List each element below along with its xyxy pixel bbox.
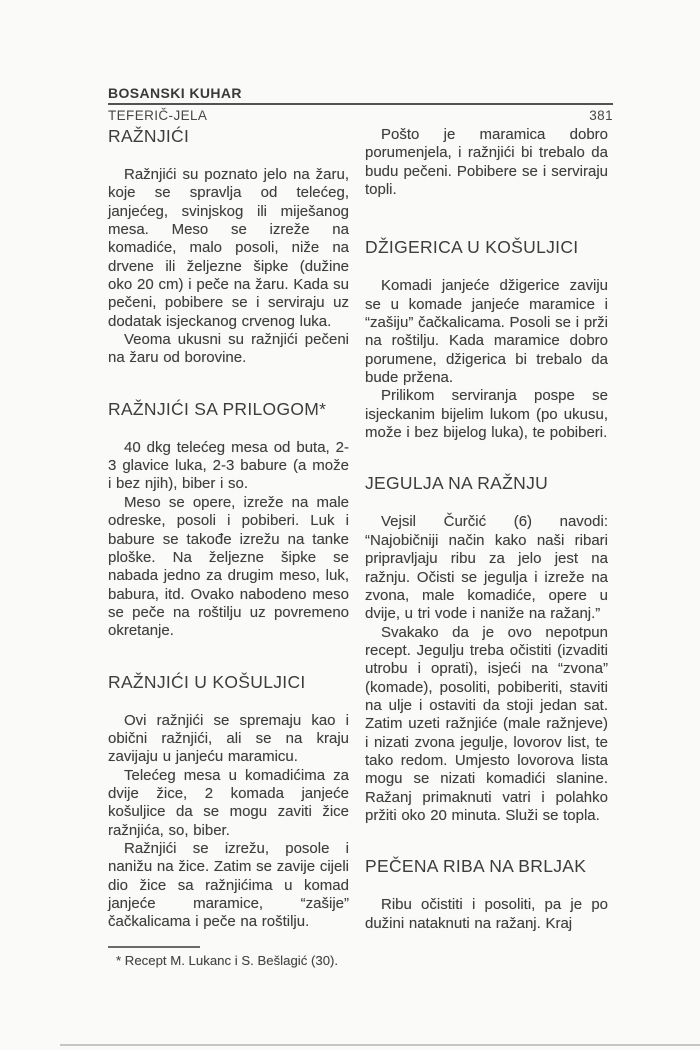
paragraph: Ražnjići se izrežu, posole i nanižu na žice. Zatim se zavije cijeli dio žice sa ražnjićima u komad janjeće maramice, “zašije” čačkalicama i peče na roštilju. (108, 839, 349, 931)
paragraph: Ražnjići su poznato jelo na žaru, koje se spravlja od telećeg, janjećeg, svinjskog ili miješanog mesa. Meso se izreže na komadiće, malo posoli, niže na drvene ili željezne šipke (dužine oko 20 cm) i peče na žaru. Kada su pečeni, pobibere se i serviraju uz dodatak isjeckanog crvenog luka. (108, 166, 349, 330)
paragraph: Telećeg mesa u komadićima za dvije žice, 2 komada janjeće košuljice da se mogu zaviti žice ražnjića, so, biber. (108, 766, 349, 839)
chapter-title: TEFERIČ-JELA (108, 108, 208, 123)
section-heading: RAŽNJIĆI (108, 126, 190, 146)
paragraph: Ovi ražnjići se spremaju kao i obični ražnjići, ali se na kraju zavijaju u janjeću maramicu. (108, 711, 349, 766)
paragraph: 40 dkg telećeg mesa od buta, 2-3 glavice luka, 2-3 babure (a može i bez njih), biber i so. (108, 438, 349, 493)
section-heading: PEČENA RIBA NA BRLJAK (365, 856, 587, 877)
book-title: BOSANSKI KUHAR (108, 85, 242, 101)
section-dzigerica-u-kosuljici (365, 237, 608, 442)
left-column (108, 126, 349, 968)
section-heading: RAŽNJIĆI SA PRILOGOM* (108, 398, 327, 419)
paragraph: Vejsil Čurčić (6) navodi: “Najobičniji način kako naši ribari pripravljaju ribu za jelo jest na ražnju. Očisti se jegulja i izreže na zvona, male komadiće, opere u dvije, u tri vode i naniže na ražanj.” (365, 513, 608, 623)
section-heading: RAŽNJIĆI U KOŠULJICI (108, 671, 306, 692)
section-jegulja-na-raznju (365, 473, 608, 825)
section-pecena-riba-na-brljak (365, 856, 608, 933)
right-column (365, 126, 608, 933)
page-number: 381 (589, 108, 613, 123)
header-rule (108, 103, 613, 105)
section-raznjici (108, 126, 349, 368)
footnote: * Recept M. Lukanc i S. Bešlagić (30). (116, 952, 339, 968)
paragraph: Prilikom serviranja pospe se isjeckanim bijelim lukom (po ukusu, može i bez bijelog luka), te pobiberi. (365, 387, 608, 442)
page-header (108, 85, 613, 123)
section-heading: JEGULJA NA RAŽNJU (365, 473, 549, 494)
continuation-paragraph: Pošto je maramica dobro porumenjela, i ražnjići bi trebalo da budu pečeni. Pobibere se i serviraju topli. (365, 126, 608, 199)
scan-edge-artifact (60, 1044, 700, 1046)
header-row (108, 108, 613, 123)
section-raznjici-sa-prilogom (108, 399, 349, 641)
section-raznjici-u-kosuljici (108, 672, 349, 932)
paragraph: Komadi janjeće džigerice zaviju se u komade janjeće maramice i “zašiju” čačkalicama. Posoli se i prži na roštilju. Kada maramice dobro porumene, džigerica bi trebalo da bude pržena. (365, 277, 608, 387)
paragraph: Meso se opere, izreže na male odreske, posoli i pobiberi. Luk i babure se takođe izrežu na tanke ploške. Na željezne šipke se nabada jedno za drugim meso, luk, babura, itd. Ovako nabodeno meso se peče na roštilju uz povremeno okretanje. (108, 493, 349, 640)
section-heading: DŽIGERICA U KOŠULJICI (365, 237, 579, 258)
paragraph: Svakako da je ovo nepotpun recept. Jegulju treba očistiti (izvaditi utrobu i oprati), isjeći na “zvona” (komade), posoliti, pobiberiti, staviti na ulje i ostaviti da stoji jedan sat. Zatim uzeti ražnjiće (male ražnjeve) i nizati zvona jegulje, lovorov list, te tako redom. Umjesto lovorova lista mogu se nizati komadići slanine. Ražanj primaknuti vatri i polahko pržiti oko 20 minuta. Služi se topla. (365, 623, 608, 824)
footnote-rule (108, 946, 200, 948)
paragraph: Ribu očistiti i posoliti, pa je po dužini nataknuti na ražanj. Kraj (365, 896, 608, 932)
paragraph: Veoma ukusni su ražnjići pečeni na žaru od borovine. (108, 331, 349, 367)
